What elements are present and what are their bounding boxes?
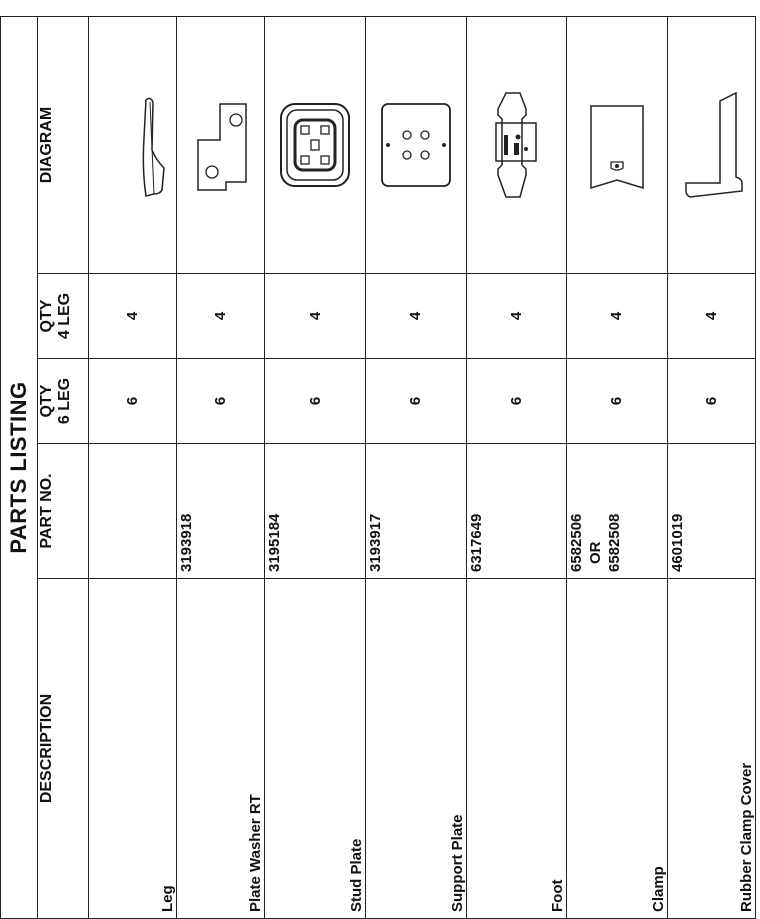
part-description: Leg xyxy=(89,579,177,919)
plate-washer-icon xyxy=(186,90,256,200)
qty-4-leg: 4 xyxy=(177,274,265,359)
header-diagram: DIAGRAM xyxy=(38,16,89,273)
table-row xyxy=(89,16,177,918)
diagram-cell xyxy=(89,16,177,273)
foot-icon xyxy=(476,85,556,205)
header-qty-4-line2: 4 LEG xyxy=(56,292,73,340)
header-part-no: PART NO. xyxy=(38,444,89,579)
diagram-cell xyxy=(265,16,366,273)
diagram-cell xyxy=(466,16,567,273)
clamp-icon xyxy=(577,90,657,200)
table-row xyxy=(265,16,366,918)
rubber-clamp-cover-icon xyxy=(676,85,746,205)
part-description: Clamp xyxy=(567,579,668,919)
part-number: 3193918 xyxy=(177,444,265,579)
part-number: 6317649 xyxy=(466,444,567,579)
diagram-cell xyxy=(365,16,466,273)
part-description: Plate Washer RT xyxy=(177,579,265,919)
qty-6-leg: 6 xyxy=(89,359,177,444)
part-description: Rubber Clamp Cover xyxy=(667,579,755,919)
part-number: 6582506 xyxy=(568,513,586,572)
support-plate-icon xyxy=(376,90,456,200)
parts-table xyxy=(0,16,756,919)
header-qty-6-leg xyxy=(38,359,89,444)
qty-4-leg: 4 xyxy=(667,274,755,359)
qty-4-leg: 4 xyxy=(466,274,567,359)
part-description: Stud Plate xyxy=(265,579,366,919)
table-row xyxy=(466,16,567,918)
qty-4-leg: 4 xyxy=(89,274,177,359)
qty-6-leg: 6 xyxy=(466,359,567,444)
part-number: 4601019 xyxy=(667,444,755,579)
part-number-cell xyxy=(567,444,668,579)
header-description: DESCRIPTION xyxy=(38,579,89,919)
part-description: Foot xyxy=(466,579,567,919)
table-row xyxy=(567,16,668,918)
qty-4-leg: 4 xyxy=(365,274,466,359)
header-qty-4-line1: QTY xyxy=(38,299,55,333)
qty-6-leg: 6 xyxy=(567,359,668,444)
diagram-cell xyxy=(667,16,755,273)
leg-icon xyxy=(98,90,168,200)
table-row xyxy=(667,16,755,918)
qty-6-leg: 6 xyxy=(265,359,366,444)
part-number-or: OR xyxy=(587,541,605,564)
qty-6-leg: 6 xyxy=(365,359,466,444)
part-description: Support Plate xyxy=(365,579,466,919)
qty-4-leg: 4 xyxy=(567,274,668,359)
diagram-cell xyxy=(177,16,265,273)
part-number: 3193917 xyxy=(365,444,466,579)
table-row xyxy=(365,16,466,918)
qty-4-leg: 4 xyxy=(265,274,366,359)
header-qty-6-line2: 6 LEG xyxy=(56,377,73,425)
part-number: 3195184 xyxy=(265,444,366,579)
stud-plate-icon xyxy=(275,90,355,200)
table-row xyxy=(177,16,265,918)
header-qty-6-line1: QTY xyxy=(38,384,55,418)
qty-6-leg: 6 xyxy=(667,359,755,444)
part-number-alt: 6582508 xyxy=(606,513,624,572)
part-number xyxy=(89,444,177,579)
header-qty-4-leg xyxy=(38,274,89,359)
qty-6-leg: 6 xyxy=(177,359,265,444)
table-title: PARTS LISTING xyxy=(1,16,38,918)
diagram-cell xyxy=(567,16,668,273)
